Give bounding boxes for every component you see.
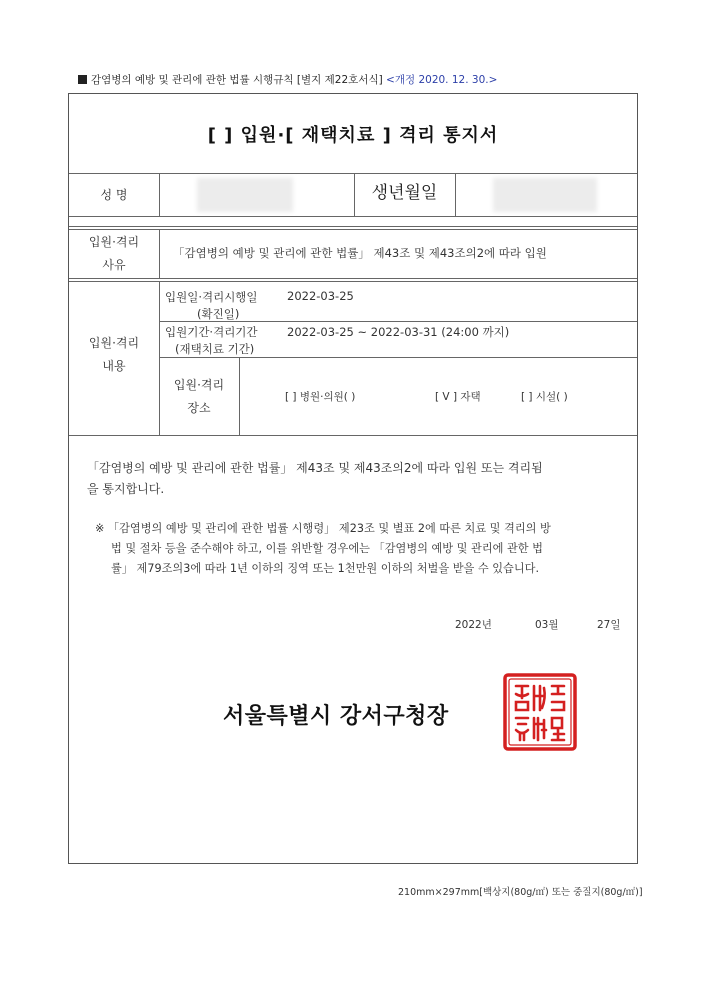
row-divider <box>159 357 637 358</box>
form-info: 감염병의 예방 및 관리에 관한 법률 시행규칙 [별지 제22호서식] <box>91 74 383 86</box>
date-year: 2022년 <box>455 619 492 631</box>
square-bullet-icon <box>78 75 87 84</box>
start-label-line2: (확진일) <box>197 307 240 321</box>
paper-spec: 210mm×297mm[백상지(80g/㎡) 또는 중질지(80g/㎡)] <box>398 887 643 898</box>
official-seal-icon <box>502 672 578 752</box>
period-label-line2: (재택치료 기간) <box>175 342 255 356</box>
document-form <box>68 93 638 864</box>
warning-line1: ※ 「감염병의 예방 및 관리에 관한 법률 시행령」 제23조 및 별표 2에 따른 치료 및 격리의 방 <box>95 522 551 535</box>
date-month: 03월 <box>535 619 559 631</box>
birth-label: 생년월일 <box>371 183 438 203</box>
content-label-line1: 입원·격리 <box>88 336 140 350</box>
document-title: [ ] 입원·[ 재택치료 ] 격리 통지서 <box>69 94 637 174</box>
place-option-facility: [ ] 시설( ) <box>521 391 568 403</box>
warning-text <box>95 519 625 579</box>
column-divider <box>159 174 160 216</box>
content-label-line2: 내용 <box>102 359 126 373</box>
start-label-line1: 입원일·격리시행일 <box>165 290 258 304</box>
form-header <box>78 72 497 87</box>
place-option-hospital: [ ] 병원·의원( ) <box>285 391 356 403</box>
signer-name: 서울특별시 강서구청장 <box>223 704 449 729</box>
column-divider <box>239 357 240 435</box>
place-label-line1: 입원·격리 <box>173 378 225 392</box>
reason-label-line2: 사유 <box>102 258 126 272</box>
birth-value-redacted <box>493 178 597 212</box>
period-label-line1: 입원기간·격리기간 <box>165 325 258 339</box>
warning-line3: 률」 제79조의3에 따라 1년 이하의 징역 또는 1천만원 이하의 처벌을 받을 수 있습니다. <box>111 562 540 575</box>
notice-text <box>87 458 627 500</box>
name-label: 성 명 <box>100 188 128 202</box>
start-value: 2022-03-25 <box>287 289 354 303</box>
name-value-redacted <box>197 178 293 212</box>
row-divider <box>69 216 637 217</box>
warning-line2: 법 및 절차 등을 준수해야 하고, 이를 위반할 경우에는 「감염병의 예방 및 관리에 관한 법 <box>111 542 543 555</box>
column-divider <box>455 174 456 216</box>
period-value: 2022-03-25 ~ 2022-03-31 (24:00 까지) <box>287 325 510 339</box>
notice-line1: 「감염병의 예방 및 관리에 관한 법률」 제43조 및 제43조의2에 따라 입원 또는 격리됨 <box>87 461 543 475</box>
content-label <box>69 332 159 378</box>
revision-date: <개정 2020. 12. 30.> <box>386 74 498 86</box>
row-divider <box>69 435 637 436</box>
place-label-line2: 장소 <box>187 401 211 415</box>
notice-line2: 을 통지합니다. <box>87 482 165 496</box>
date-day: 27일 <box>597 619 621 631</box>
reason-value: 「감염병의 예방 및 관리에 관한 법률」 제43조 및 제43조의2에 따라 입원 <box>173 246 547 260</box>
section-double-line <box>69 278 637 282</box>
reason-label-line1: 입원·격리 <box>88 235 140 249</box>
reason-label <box>69 230 159 277</box>
place-option-home: [ V ] 자택 <box>435 391 481 403</box>
place-label <box>159 374 239 420</box>
column-divider <box>159 230 160 278</box>
